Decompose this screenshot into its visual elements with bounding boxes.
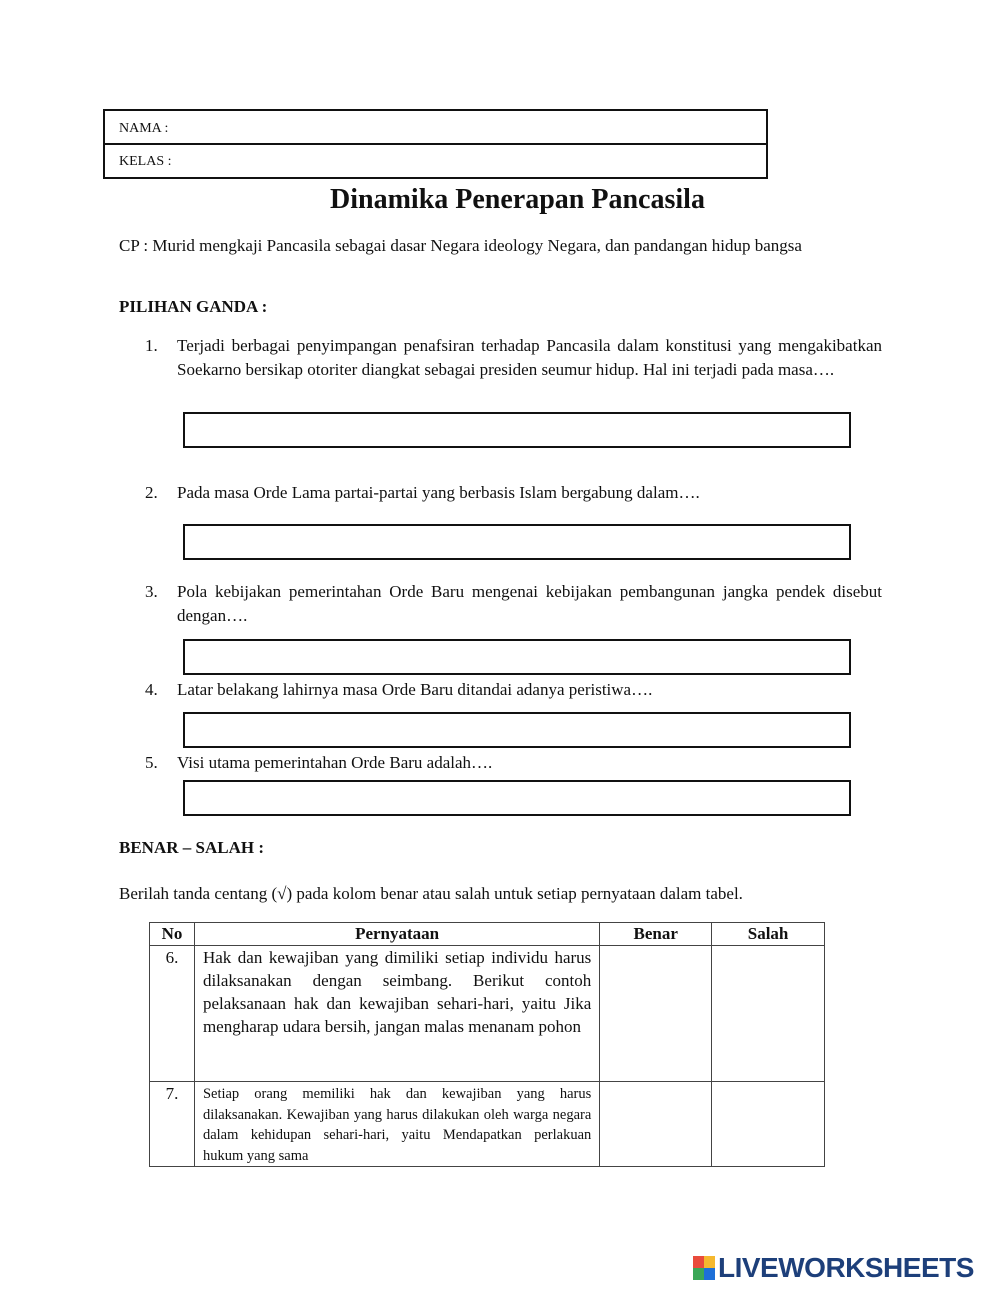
question-number: 4. <box>145 680 158 699</box>
question-text: Latar belakang lahirnya masa Orde Baru ditandai adanya peristiwa…. <box>177 680 653 699</box>
answer-box-1[interactable] <box>183 412 851 448</box>
row-number: 7. <box>150 1082 195 1167</box>
true-checkbox-7[interactable] <box>600 1082 712 1167</box>
question-number: 2. <box>145 483 158 502</box>
name-label: NAMA : <box>119 121 169 136</box>
false-checkbox-6[interactable] <box>712 946 825 1082</box>
question-text: Pada masa Orde Lama partai-partai yang berbasis Islam bergabung dalam…. <box>177 483 700 502</box>
column-header-statement: Pernyataan <box>194 923 599 946</box>
class-label: KELAS : <box>119 154 172 169</box>
true-checkbox-6[interactable] <box>600 946 712 1082</box>
class-field[interactable] <box>103 143 768 179</box>
row-number: 6. <box>150 946 195 1082</box>
true-false-heading: BENAR – SALAH : <box>119 838 264 857</box>
true-false-table <box>149 922 825 1167</box>
question-text: Terjadi berbagai penyimpangan penafsiran terhadap Pancasila dalam konstitusi yang mengakibatkan Soekarno bersikap otoriter diangkat sebagai presiden seumur hidup. Hal ini terjadi pada masa…. <box>177 336 882 379</box>
table-row <box>150 1082 825 1167</box>
column-header-false: Salah <box>712 923 825 946</box>
question-2 <box>145 481 882 505</box>
answer-box-3[interactable] <box>183 639 851 675</box>
question-text: Pola kebijakan pemerintahan Orde Baru mengenai kebijakan pembangunan jangka pendek disebut dengan…. <box>177 582 882 625</box>
question-number: 5. <box>145 753 158 772</box>
cp-statement: CP : Murid mengkaji Pancasila sebagai dasar Negara ideology Negara, dan pandangan hidup bangsa <box>119 236 802 255</box>
brand-text: LIVEWORKSHEETS <box>718 1252 974 1283</box>
question-3 <box>145 580 882 628</box>
question-text: Visi utama pemerintahan Orde Baru adalah…. <box>177 753 493 772</box>
answer-box-2[interactable] <box>183 524 851 560</box>
table-header-row <box>150 923 825 946</box>
answer-box-4[interactable] <box>183 712 851 748</box>
question-4 <box>145 678 882 702</box>
question-number: 3. <box>145 582 158 601</box>
column-header-no: No <box>150 923 195 946</box>
row-statement: Setiap orang memiliki hak dan kewajiban yang harus dilaksanakan. Kewajiban yang harus dilakukan oleh warga negara dalam kehidupan sehari-hari, yaitu Mendapatkan perlakuan hukum yang sama <box>194 1082 599 1167</box>
row-statement: Hak dan kewajiban yang dimiliki setiap individu harus dilaksanakan dengan seimbang. Berikut contoh pelaksanaan hak dan kewajiban sehari-hari, yaitu Jika mengharap udara bersih, jangan malas menanam pohon <box>194 946 599 1082</box>
true-false-instruction: Berilah tanda centang (√) pada kolom benar atau salah untuk setiap pernyataan dalam tabel. <box>119 884 743 903</box>
table-row <box>150 946 825 1082</box>
false-checkbox-7[interactable] <box>712 1082 825 1167</box>
question-1 <box>145 334 882 406</box>
name-field[interactable] <box>103 109 768 145</box>
answer-box-5[interactable] <box>183 780 851 816</box>
liveworksheets-logo-icon <box>693 1256 715 1280</box>
question-number: 1. <box>145 336 158 355</box>
page-title: Dinamika Penerapan Pancasila <box>330 184 705 215</box>
question-5 <box>145 751 882 775</box>
column-header-true: Benar <box>600 923 712 946</box>
brand-watermark <box>693 1253 974 1283</box>
multiple-choice-heading: PILIHAN GANDA : <box>119 297 268 316</box>
